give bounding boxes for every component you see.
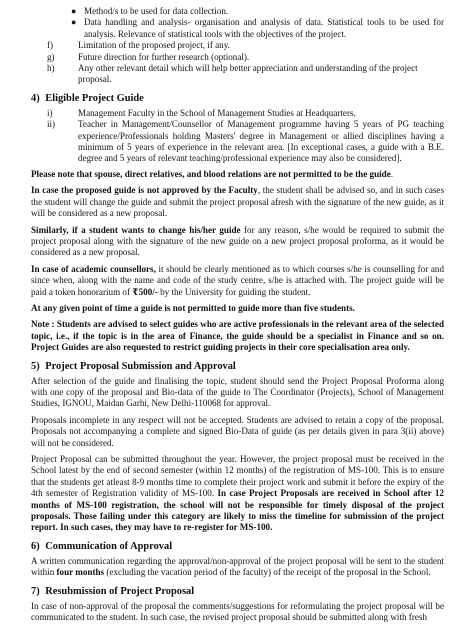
- paragraph: [31, 225, 444, 259]
- section-number: 4): [31, 92, 40, 104]
- paragraph: After selection of the guide and finalising the topic, student should send the Project Proposal Proforma along with one copy of the proposal and Bio-data of the guide to The Coordinator (Projects), School of Management Studies, IGNOU, Maidan Garhi, New Delhi-110068 for approval.: [31, 375, 444, 409]
- list-marker: f): [47, 40, 54, 51]
- list-marker: g): [47, 51, 55, 62]
- section-number: 5): [31, 360, 40, 372]
- section-title: Communication of Approval: [45, 540, 173, 552]
- text: for any reason, s/he would be required to submit the project proposal along with the signature of the new guide on a new project proposal proforma, as it would be considered as a new proposal.: [31, 224, 445, 258]
- list-text: Future direction for further research (optional).: [78, 51, 250, 62]
- list-marker: ii): [47, 119, 56, 130]
- section-heading: [31, 360, 444, 373]
- paragraph: Proposals incomplete in any respect will not be accepted. Students are advised to retain a copy of the proposal. Proposals not accompanying a complete and signed Bio-Data of guide (as per details given in para 3(ii) above) will not be considered.: [31, 414, 444, 448]
- text: , the student shall be advised so, and in such cases the student will change the guide and submit the project proposal afresh with the signature of the new guide, as it will be considered as a new proposal.: [31, 185, 444, 219]
- list-text: Limitation of the proposed project, if any.: [78, 40, 230, 51]
- paragraph: [31, 556, 444, 579]
- list-text: Management Faculty in the School of Management Studies at Headquarters.: [78, 107, 356, 118]
- paragraph: [31, 185, 444, 219]
- bold-text: Similarly, if a student wants to change his/her guide: [31, 224, 241, 235]
- text: it should be clearly mentioned as to which courses s/he is counselling for and since when, along with the name and code of the study centre, s/he is attached with. The project guide will be paid a token honorarium of: [31, 263, 444, 297]
- section-title: Resubmission of Project Proposal: [45, 585, 195, 597]
- text: (excluding the vacation period of the faculty) of the receipt of the proposal in the School.: [104, 567, 431, 578]
- bullet-item: [31, 17, 444, 40]
- bold-text: Please note that spouse, direct relatives, and blood relations are not permitted to be the guide: [31, 168, 391, 179]
- section-title: Project Proposal Submission and Approval: [45, 360, 236, 372]
- section-title: Eligible Project Guide: [45, 92, 144, 104]
- document-page: [31, 6, 444, 628]
- bold-text: ₹500/-: [132, 286, 158, 297]
- bullet-text: Method/s to be used for data collection.: [84, 6, 229, 16]
- list-text: Any other relevant detail which will help better appreciation and understanding of the project proposal.: [78, 63, 418, 85]
- list-text: Teacher in Management/Counsellor of Management programme having 5 years of PG teaching experience/Professionals holding Masters' degree in Management or allied disciplines having a minimum of 5 years of experience in the relevant area. [In exceptional cases, a guide with a B.E. degree and 5 years of relevant teaching/professional experience may also be considered].: [78, 119, 444, 164]
- section-heading: [31, 585, 444, 598]
- bullet-icon: ●: [71, 17, 77, 28]
- bold-text: In case the proposed guide is not approved by the Faculty: [31, 185, 258, 196]
- list-item: [31, 40, 444, 51]
- bold-text: At any given point of time a guide is not permitted to guide more than five students.: [31, 302, 355, 313]
- section-heading: [31, 92, 444, 105]
- list-item: [31, 63, 444, 86]
- paragraph: [31, 264, 444, 298]
- bold-text: In case of academic counsellors,: [31, 263, 156, 274]
- list-item: [31, 108, 444, 119]
- section-heading: [31, 540, 444, 553]
- text: Project Proposal can be submitted throughout the year. However, the project proposal must be received in the School latest by the end of second semester (within 12 months) of the registration of MS-100. This is to ensure that the students get atleast 8-9 months time to complete their project work and submit it before the expiry of the 4th semester of Registration validity of MS-100.: [31, 454, 444, 499]
- section-number: 7): [31, 585, 40, 597]
- text: A written communication regarding the approval/non-approval of the project proposal will be sent to the student within: [31, 555, 444, 578]
- bold-text: In case Project Proposals are received in School after 12 months of MS-100 registration, the school will not be responsible for timely disposal of the project proposals. Those failing under this category are likely to miss the timeline for submission of the project report. In such cases, they may have to re-register for MS-100.: [31, 488, 444, 533]
- bullet-text: Data handling and analysis- organisation and analysis of data. Statistical tools to be used for analysis. Relevance of statistical tools with the objectives of the project.: [84, 17, 444, 39]
- list-marker: h): [47, 63, 55, 74]
- bullet-icon: ●: [71, 6, 77, 16]
- paragraph: In case of non-approval of the proposal the comments/suggestions for reformulating the project proposal will be communicated to the student. In such case, the revised project proposal should be submitted along with fresh: [31, 600, 444, 623]
- section-number: 6): [31, 540, 40, 552]
- paragraph: [31, 303, 444, 314]
- text: .: [390, 168, 394, 179]
- bold-text: Note : Students are advised to select guides who are active professionals in the relevant area of the selected topic, i.e., if the topic is in the area of Finance, the guide should be a specialist in Finance and so on. Project Guides are also requested to restrict guiding projects in their core specialisation area only.: [31, 319, 444, 353]
- note-paragraph: [31, 319, 444, 353]
- bullet-item: [31, 6, 444, 17]
- list-item: [31, 52, 444, 63]
- paragraph: [31, 169, 444, 180]
- bold-text: four months: [56, 567, 105, 578]
- text: by the University for guiding the student.: [157, 286, 311, 297]
- list-item: [31, 119, 444, 165]
- paragraph: [31, 454, 444, 534]
- list-marker: i): [47, 107, 53, 118]
